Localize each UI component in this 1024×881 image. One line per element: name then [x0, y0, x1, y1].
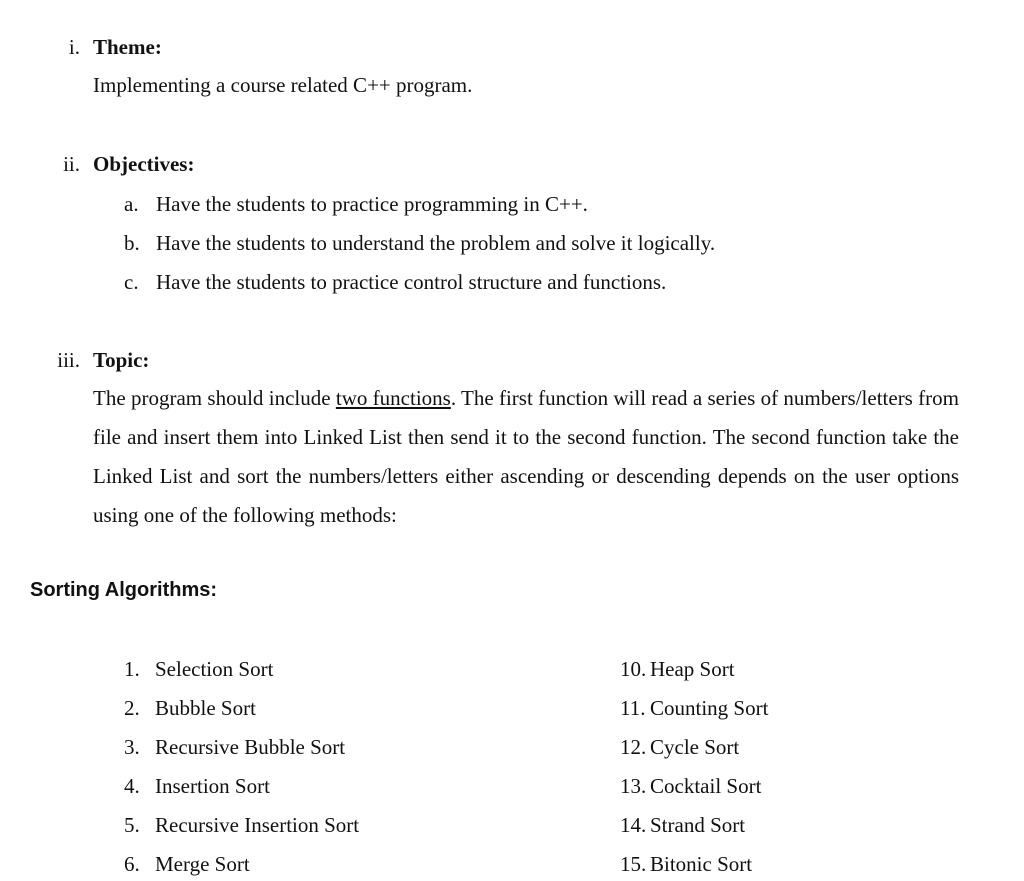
sort-name: Cocktail Sort	[650, 774, 762, 798]
objective-text-a: Have the students to practice programming in C++.	[156, 192, 588, 216]
sort-name: Merge Sort	[155, 852, 250, 876]
sort-item-right-12	[620, 735, 739, 760]
topic-text-underlined: two functions	[335, 386, 451, 410]
sort-item-left-1	[124, 657, 273, 682]
objective-item-a	[124, 192, 588, 217]
sort-item-right-11	[620, 696, 768, 721]
theme-text: Implementing a course related C++ program.	[93, 73, 473, 97]
sort-name: Counting Sort	[650, 696, 769, 720]
sort-number: 2.	[124, 696, 140, 720]
sort-item-right-15	[620, 852, 752, 877]
objective-marker-c: c.	[124, 270, 139, 294]
sort-number: 15.	[620, 852, 647, 876]
sort-item-left-4	[124, 774, 270, 799]
objective-item-c	[124, 270, 666, 295]
topic-heading: Topic:	[93, 348, 150, 372]
sort-number: 14.	[620, 813, 647, 837]
theme-heading: Theme:	[93, 35, 162, 59]
sort-number: 10.	[620, 657, 647, 681]
sort-item-left-6	[124, 852, 250, 877]
sort-name: Bitonic Sort	[650, 852, 753, 876]
sort-number: 5.	[124, 813, 140, 837]
topic-marker: iii.	[57, 348, 80, 372]
sort-number: 4.	[124, 774, 140, 798]
objective-marker-a: a.	[124, 192, 139, 216]
sort-number: 3.	[124, 735, 140, 759]
sort-item-left-3	[124, 735, 345, 760]
sort-item-right-14	[620, 813, 745, 838]
sort-item-right-10	[620, 657, 735, 682]
objective-text-b: Have the students to understand the problem and solve it logically.	[156, 231, 716, 255]
topic-text-before: The program should include	[93, 386, 336, 410]
objective-item-b	[124, 231, 715, 256]
sorting-heading: Sorting Algorithms:	[30, 579, 218, 601]
sort-item-left-5	[124, 813, 359, 838]
topic-text-after: . The first function will read a series of numbers/letters from file and insert them into Linked List then send it to the second function. The second function take the Linked List and sort the numbers/letters either ascending or descending depends on the user options using one of the following methods:	[93, 386, 959, 527]
sort-number: 13.	[620, 774, 647, 798]
sort-name: Recursive Bubble Sort	[155, 735, 346, 759]
sort-item-right-13	[620, 774, 761, 799]
sort-name: Selection Sort	[155, 657, 274, 681]
sort-name: Insertion Sort	[155, 774, 270, 798]
sort-number: 11.	[620, 696, 646, 720]
sort-name: Bubble Sort	[155, 696, 256, 720]
sort-item-left-2	[124, 696, 256, 721]
theme-marker: i.	[68, 35, 80, 59]
sort-number: 6.	[124, 852, 140, 876]
objectives-heading: Objectives:	[93, 152, 195, 176]
objectives-marker: ii.	[63, 152, 80, 176]
objective-text-c: Have the students to practice control structure and functions.	[156, 270, 667, 294]
sort-name: Recursive Insertion Sort	[155, 813, 360, 837]
topic-paragraph	[93, 379, 959, 535]
objective-marker-b: b.	[124, 231, 140, 255]
sort-number: 12.	[620, 735, 647, 759]
sort-name: Cycle Sort	[650, 735, 740, 759]
sort-number: 1.	[124, 657, 140, 681]
sort-name: Heap Sort	[650, 657, 735, 681]
sort-name: Strand Sort	[650, 813, 746, 837]
